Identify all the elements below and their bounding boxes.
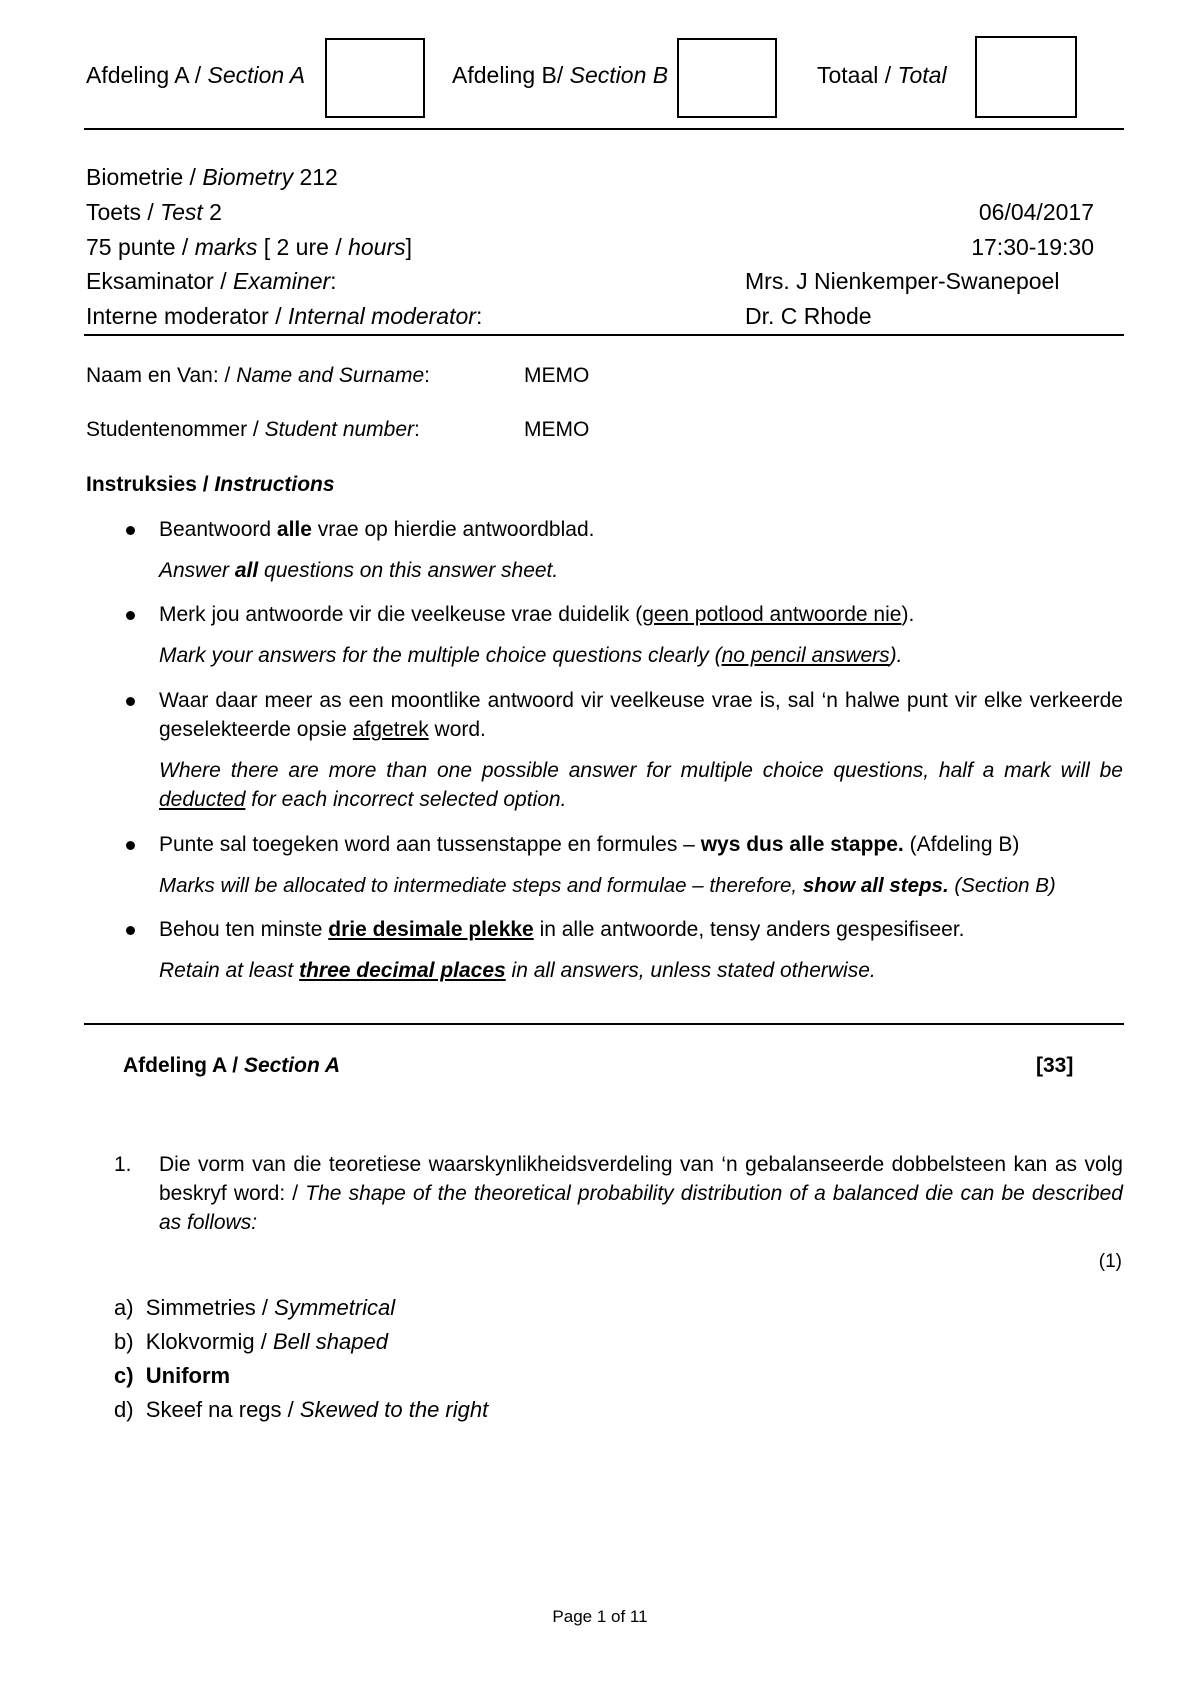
instruction-3-af: Waar daar meer as een moontlike antwoord vir veelkeuse vrae is, sal ‘n halwe punt vir elke verkeerde geselekteerde opsie afgetrek word. [159,689,1123,741]
instruction-4-af: Punte sal toegeken word aan tussenstappe en formules – wys dus alle stappe. (Afdeling B) [159,833,1020,856]
test-date: 06/04/2017 [978,199,1094,225]
question-1-text: Die vorm van die teoretiese waarskynlikheidsverdeling van ‘n gebalanseerde dobbelsteen kan as volg beskryf word: / The shape of the theoretical probability distribution of a balanced die can be described as follows: [159,1153,1123,1234]
student-number-value: MEMO [524,418,590,441]
section-b-score-box[interactable] [677,38,777,118]
instructions-heading: Instruksies / Instructions [86,473,335,496]
examiner-name: Mrs. J Nienkemper-Swanepoel [745,268,1060,294]
course-title: Biometrie / Biometry 212 [86,164,338,190]
info-divider [84,334,1124,336]
section-a-marks: [33] [1036,1054,1074,1077]
page-number: Page 1 of 11 [552,1607,648,1626]
moderator-label: Interne moderator / Internal moderator: [86,303,483,329]
instruction-1-en: Answer all questions on this answer sheet. [159,559,559,582]
moderator-name: Dr. C Rhode [745,303,872,329]
section-a-score-box[interactable] [325,38,425,118]
examiner-label: Eksaminator / Examiner: [86,268,337,294]
total-score-box[interactable] [975,36,1077,118]
instruction-2-af: Merk jou antwoorde vir die veelkeuse vrae duidelik (geen potlood antwoorde nie). [159,603,915,626]
question-1-marks: (1) [1098,1251,1122,1272]
test-time: 17:30-19:30 [971,234,1094,260]
option-c[interactable]: c) Uniform [114,1363,231,1388]
instruction-4-en: Marks will be allocated to intermediate steps and formulae – therefore, show all steps. (Section B) [159,874,1056,897]
bullet-icon [126,611,135,620]
option-d[interactable]: d) Skeef na regs / Skewed to the right [114,1397,489,1422]
header-divider [84,128,1124,130]
section-a-heading: Afdeling A / Section A [123,1054,341,1077]
name-value: MEMO [524,364,590,387]
test-title: Toets / Test 2 [86,199,222,225]
section-b-score-label: Afdeling B/ Section B [452,62,669,88]
name-label: Naam en Van: / Name and Surname: [86,364,430,387]
instruction-3-en: Where there are more than one possible answer for multiple choice questions, half a mark will be deducted for each incorrect selected option. [159,759,1123,811]
total-score-label: Totaal / Total [817,62,947,88]
instructions-divider [84,1023,1124,1025]
option-a[interactable]: a) Simmetries / Symmetrical [114,1295,396,1320]
bullet-icon [126,697,135,706]
question-1-number: 1. [114,1153,132,1176]
option-b[interactable]: b) Klokvormig / Bell shaped [114,1329,388,1354]
student-number-label: Studentenommer / Student number: [86,418,420,441]
section-a-score-label: Afdeling A / Section A [86,62,306,88]
instruction-5-af: Behou ten minste drie desimale plekke in alle antwoorde, tensy anders gespesifiseer. [159,918,965,941]
instruction-2-en: Mark your answers for the multiple choice questions clearly (no pencil answers). [159,644,903,667]
bullet-icon [126,526,135,535]
instruction-5-en: Retain at least three decimal places in all answers, unless stated otherwise. [159,959,876,982]
instruction-1-af: Beantwoord alle vrae op hierdie antwoordblad. [159,518,595,541]
marks-duration: 75 punte / marks [ 2 ure / hours] [86,234,413,260]
bullet-icon [126,841,135,850]
bullet-icon [126,926,135,935]
